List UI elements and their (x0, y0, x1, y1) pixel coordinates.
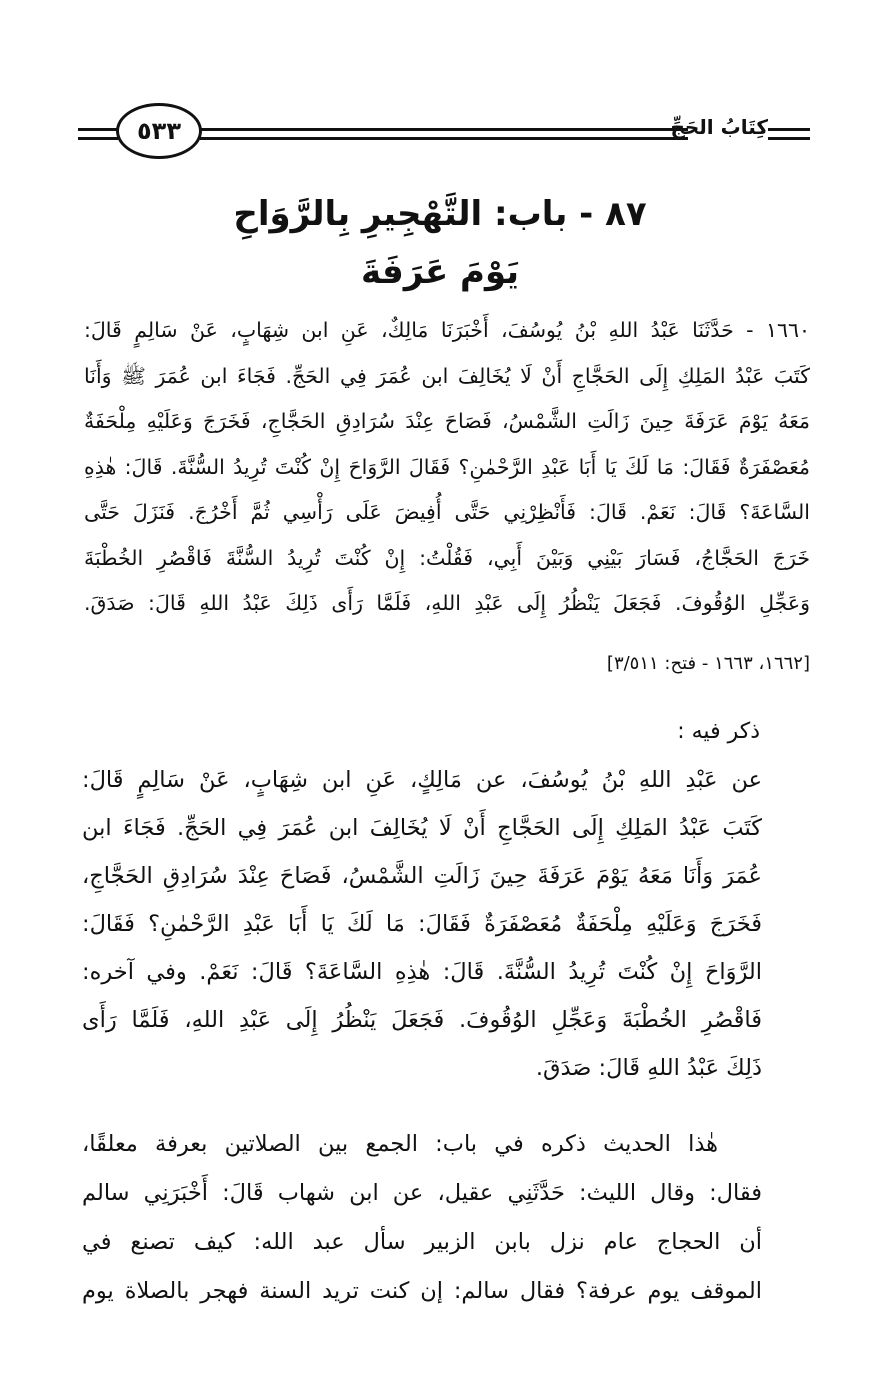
mentioned-line: الرَّوَاحَ إِنْ كُنْتَ تُرِيدُ السُّنَّةَ. قَالَ: هٰذِهِ السَّاعَةَ؟ قَالَ: نَعَمْ. وفي آخره: (82, 959, 762, 985)
header-rule-right (768, 128, 810, 140)
mentioned-line: فَخَرَجَ وَعَلَيْهِ مِلْحَفَةٌ مُعَصْفَرَةٌ فَقَالَ: مَا لَكَ يَا أَبَا عَبْدِ الرَّحْمٰنِ؟ فَقَالَ: (82, 911, 762, 937)
mentioned-text (82, 756, 762, 1092)
chapter-title-line-1: ٨٧ - باب: التَّهْجِيرِ بِالرَّوَاحِ (233, 194, 647, 234)
mentioned-line: عن عَبْدِ اللهِ بْنُ يُوسُفَ، عن مَالِكٍ، عَنِ ابن شِهَابٍ، عَنْ سَالِمٍ قَالَ: (82, 767, 762, 793)
mentioned-line: كَتَبَ عَبْدُ المَلِكِ إِلَى الحَجَّاجِ أَنْ لَا يُخَالِفَ ابن عُمَرَ فِي الحَجِّ. فَجَاءَ ابن (82, 815, 762, 841)
commentary-line: الموقف يوم عرفة؟ فقال سالم: إن كنت تريد السنة فهجر بالصلاة يوم (82, 1278, 762, 1304)
hadith-line: السَّاعَةَ؟ قَالَ: نَعَمْ. قَالَ: فَأَنْظِرْنِي حَتَّى أُفِيضَ عَلَى رَأْسِي ثُمَّ أَخْرُجَ. فَنَزَلَ حَتَّى (84, 500, 810, 524)
running-title: كِتَابُ الحَجِّ (670, 115, 768, 139)
header-rule-left (78, 128, 118, 140)
running-header (78, 95, 810, 165)
hadith-line: كَتَبَ عَبْدُ المَلِكِ إِلَى الحَجَّاجِ أَنْ لَا يُخَالِفَ ابن عُمَرَ فِي الحَجِّ. فَجَاءَ ابن عُمَرَ ﷺ وَأَنَا (84, 363, 810, 388)
hadith-text (84, 308, 810, 627)
commentary-line: أن الحجاج عام نزل بابن الزبير سأل عبد الله: كيف تصنع في (82, 1229, 762, 1255)
hadith-line: وَعَجِّلِ الوُقُوفَ. فَجَعَلَ يَنْظُرُ إِلَى عَبْدِ اللهِ، فَلَمَّا رَأَى ذَلِكَ عَبْدُ اللهِ قَالَ: صَدَقَ. (84, 591, 810, 615)
hadith-references: [١٦٦٢، ١٦٦٣ - فتح: ٣/٥١١] (606, 653, 810, 674)
hadith-line: مُعَصْفَرَةٌ فَقَالَ: مَا لَكَ يَا أَبَا عَبْدِ الرَّحْمٰنِ؟ فَقَالَ الرَّوَاحَ إِنْ كُنْتَ تُرِيدُ السُّنَّةَ. قَالَ: هٰذِهِ (84, 454, 810, 479)
mentioned-line: فَاقْصُرِ الخُطْبَةَ وَعَجِّلِ الوُقُوفَ. فَجَعَلَ يَنْظُرُ إِلَى عَبْدِ اللهِ، فَلَمَّا رَأَى (82, 1007, 762, 1033)
hadith-line: مَعَهُ يَوْمَ عَرَفَةَ حِينَ زَالَتِ الشَّمْسُ، فَصَاحَ عِنْدَ سُرَادِقِ الحَجَّاجِ، فَخَرَجَ وَعَلَيْهِ مِلْحَفَةٌ (84, 409, 810, 433)
mentioned-line: ذَلِكَ عَبْدُ اللهِ قَالَ: صَدَقَ. (535, 1055, 762, 1081)
commentary-line: فقال: وقال الليث: حَدَّثَنِي عقيل، عن ابن شهاب قَالَ: أَخْبَرَنِي سالم (82, 1180, 762, 1206)
hadith-line: خَرَجَ الحَجَّاجُ، فَسَارَ بَيْنِي وَبَيْنَ أَبِي، فَقُلْتُ: إِنْ كُنْتَ تُرِيدُ السُّنَّةَ فَاقْصُرِ الخُطْبَةَ (84, 545, 810, 570)
chapter-heading (150, 185, 730, 301)
mentioned-line: عُمَرَ وَأَنَا مَعَهُ يَوْمَ عَرَفَةَ حِينَ زَالَتِ الشَّمْسُ، فَصَاحَ عِنْدَ سُرَادِقِ الحَجَّاجِ، (82, 863, 762, 889)
mentioned-label: ذكر فيه : (677, 719, 760, 744)
commentary-line: هٰذا الحديث ذكره في باب: الجمع بين الصلاتين بعرفة معلقًا، (82, 1131, 718, 1157)
page-number: ٥٣٣ (116, 103, 202, 159)
header-rule-middle (200, 128, 688, 140)
hadith-line: ١٦٦٠ - حَدَّثَنَا عَبْدُ اللهِ بْنُ يُوسُفَ، أَخْبَرَنَا مَالِكٌ، عَنِ ابن شِهَابٍ، عَنْ سَالِمٍ قَالَ: (84, 318, 810, 342)
commentary-text (82, 1120, 762, 1316)
chapter-title-line-2: يَوْمَ عَرَفَةَ (360, 252, 520, 292)
